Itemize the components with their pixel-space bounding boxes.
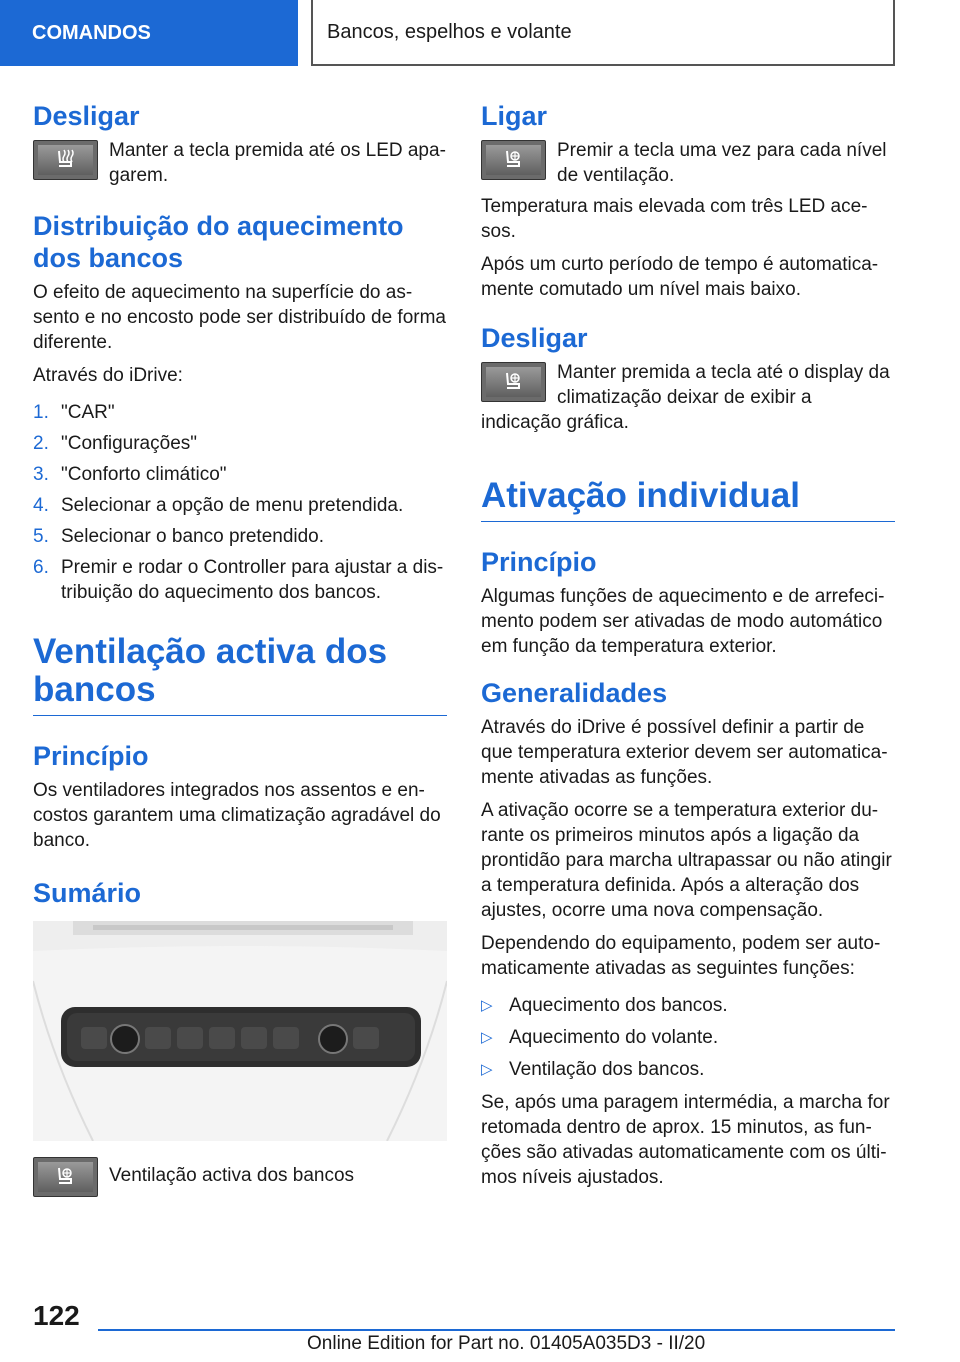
seat-ventilation-icon [481,140,546,180]
sumario-caption-row [33,1155,447,1197]
list-item [33,493,447,518]
distribuicao-text: O efeito de aquecimento na superfície do as-sento e no encosto pode ser distribuído de forma diferente. [33,282,446,353]
heading-generalidades: Generalidades [481,678,668,708]
list-item [33,524,447,549]
bullet-text: Aquecimento dos bancos. [509,995,728,1016]
bullet-text: Aquecimento do volante. [509,1027,719,1048]
seat-ventilation-icon [33,1157,98,1197]
list-item [481,1057,895,1082]
seat-heating-icon [33,140,98,180]
seat-ventilation-icon [481,362,546,402]
ligar-text-2: Após um curto período de tempo é automatica-mente comutado um nível mais baixo. [481,254,879,300]
climate-panel-photo [33,921,447,1141]
heading-desligar: Desligar [33,101,140,131]
step-number: 1. [33,402,49,423]
heading-principio-right: Princípio [481,547,597,577]
heading-ligar: Ligar [481,101,548,131]
functions-list [481,993,895,1082]
heading-principio: Princípio [33,741,149,771]
list-item [33,462,447,487]
step-text: Selecionar o banco pretendido. [61,526,325,547]
step-text: Premir e rodar o Controller para ajustar a dis-tribuição do aquecimento dos bancos. [61,557,444,603]
generalidades-text-3: Dependendo do equipamento, podem ser auto-maticamente ativadas as seguintes funções: [481,933,881,979]
principio-right-text: Algumas funções de aquecimento e de arrefeci-mento podem ser ativadas de modo automático em função da temperatura exterior. [481,586,885,657]
list-item [33,400,447,425]
principio-text: Os ventiladores integrados nos assentos e en-costos garantem uma climatização agradável do banco. [33,780,441,851]
generalidades-text-1: Através do iDrive é possível definir a partir de que temperatura exterior devem ser automatica-mente ativadas as funções. [481,717,888,788]
bullet-triangle-icon: ▷ [481,1061,493,1078]
chapter-tab: COMANDOS [0,0,298,66]
heading-ativacao: Ativação individual [481,477,895,522]
ligar-row [481,138,895,188]
step-number: 4. [33,495,49,516]
list-item [481,1025,895,1050]
list-item [481,993,895,1018]
section-title: Bancos, espelhos e volante [311,0,895,66]
generalidades-text-2: A ativação ocorre se a temperatura exterior du-rante os primeiros minutos após a ligação da prontidão para marcha ultrapassar ou não atingir a temperatura definida. Após a alteração dos ajustes, ocorre uma nova compensação. [481,800,892,921]
list-item [33,431,447,456]
heading-ventilacao: Ventilação activa dos bancos [33,633,447,716]
step-text: "Configurações" [61,433,198,454]
step-number: 5. [33,526,49,547]
page-header [0,0,960,66]
ligar-icon-text: Premir a tecla uma vez para cada nível de ventilação. [557,140,887,186]
step-number: 6. [33,557,49,578]
desligar-right-block [481,360,895,443]
page-number: 122 [33,1300,80,1331]
right-column [481,100,895,1198]
bullet-triangle-icon: ▷ [481,1029,493,1046]
list-item [33,555,447,605]
steps-list [33,400,447,605]
bullet-text: Ventilação dos bancos. [509,1059,705,1080]
step-number: 2. [33,433,49,454]
desligar-right-text: Manter premida a tecla até o display da climatização deixar de exibir a indicação gráfica. [481,362,890,433]
generalidades-text-4: Se, após uma paragem intermédia, a marcha for retomada dentro de aprox. 15 minutos, as fun-ções são ativadas automaticamente com os últi-mos níveis ajustados. [481,1092,890,1188]
left-column [33,100,447,1209]
sumario-caption: Ventilação activa dos bancos [109,1165,355,1186]
edition-text: Online Edition for Part no. 01405A035D3 - II/20 [307,1333,706,1354]
desligar-text: Manter a tecla premida até os LED apa-garem. [109,140,446,186]
heading-desligar-right: Desligar [481,323,588,353]
step-text: "Conforto climático" [61,464,227,485]
step-number: 3. [33,464,49,485]
step-text: Selecionar a opção de menu pretendida. [61,495,404,516]
distribuicao-intro: Através do iDrive: [33,365,183,386]
heading-sumario: Sumário [33,878,142,908]
step-text: "CAR" [61,402,115,423]
ligar-text-1: Temperatura mais elevada com três LED ace-sos. [481,196,868,242]
desligar-row [33,138,447,188]
footer-divider [98,1329,895,1331]
bullet-triangle-icon: ▷ [481,997,493,1014]
heading-distribuicao: Distribuição do aquecimento dos bancos [33,211,404,273]
